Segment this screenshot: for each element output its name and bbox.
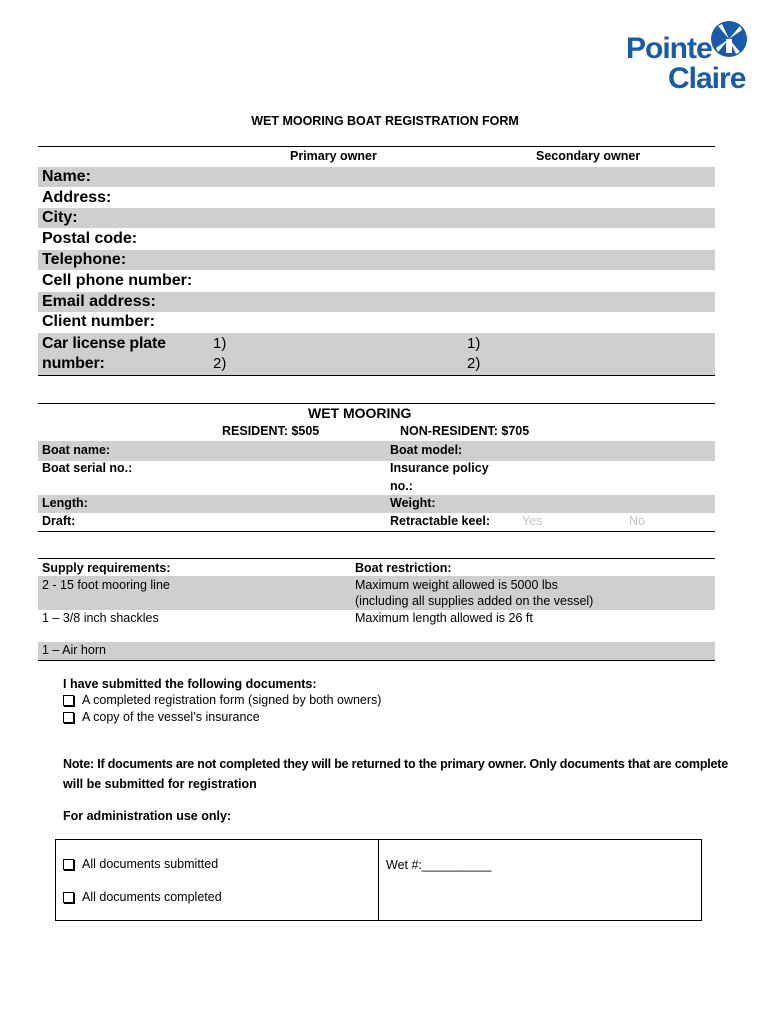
- mooring-row-1: [38, 441, 715, 461]
- owner-row-email: [38, 292, 715, 312]
- mooring-row-3: [38, 495, 715, 513]
- supply-bottom-rule: [38, 660, 715, 661]
- boat-model-label: Boat model:: [390, 443, 463, 457]
- email-label: Email address:: [42, 293, 156, 310]
- document-item-1-label: A completed registration form (signed by both owners): [82, 693, 382, 707]
- non-resident-price: NON-RESIDENT: $705: [400, 424, 530, 438]
- supply-item-3: 1 – Air horn: [42, 643, 106, 657]
- license-label-2: number:: [42, 355, 105, 372]
- logo-line-2: Claire: [668, 62, 746, 95]
- document-item-1[interactable]: [63, 693, 381, 707]
- name-label: Name:: [42, 168, 91, 185]
- secondary-owner-header: Secondary owner: [536, 149, 641, 163]
- name-primary-input[interactable]: [208, 167, 458, 187]
- address-label: Address:: [42, 189, 112, 206]
- document-item-2-label: A copy of the vessel’s insurance: [82, 710, 260, 724]
- secondary-plate-2[interactable]: 2): [467, 355, 481, 372]
- insurance-label-2: no.:: [390, 479, 413, 493]
- primary-plate-1[interactable]: 1): [213, 335, 227, 352]
- documents-header: I have submitted the following documents:: [63, 677, 317, 691]
- insurance-label-1: Insurance policy: [390, 461, 489, 475]
- keel-no-option[interactable]: No: [629, 514, 645, 528]
- admin-header: For administration use only:: [63, 809, 232, 823]
- owner-row-telephone: [38, 250, 715, 270]
- windmill-icon: [710, 18, 748, 60]
- city-label: City:: [42, 209, 78, 226]
- primary-owner-header: Primary owner: [290, 149, 377, 163]
- supply-item-2: 1 – 3/8 inch shackles: [42, 611, 159, 625]
- restriction-header: Boat restriction:: [355, 561, 452, 575]
- supply-item-1: 2 - 15 foot mooring line: [42, 578, 170, 592]
- mooring-top-rule: [38, 403, 715, 404]
- form-title: WET MOORING BOAT REGISTRATION FORM: [251, 114, 519, 128]
- admin-box-divider: [378, 839, 379, 921]
- owner-row-client: [38, 312, 715, 332]
- logo-line-1: Pointe: [626, 32, 712, 65]
- note-line-2: will be submitted for registration: [63, 777, 257, 791]
- keel-label: Retractable keel:: [390, 514, 491, 528]
- pointe-claire-logo: [624, 18, 750, 98]
- owner-row-cell: [38, 271, 715, 291]
- mooring-bottom-rule: [38, 531, 715, 532]
- client-number-label: Client number:: [42, 313, 155, 330]
- supply-top-rule: [38, 558, 715, 559]
- boat-name-label: Boat name:: [42, 443, 111, 457]
- checkbox-icon[interactable]: [63, 712, 74, 723]
- name-secondary-input[interactable]: [462, 167, 715, 187]
- admin-check-completed[interactable]: [63, 890, 222, 904]
- telephone-label: Telephone:: [42, 251, 127, 268]
- owners-bottom-rule: [38, 375, 715, 376]
- owner-row-address: [38, 188, 715, 208]
- checkbox-icon[interactable]: [63, 892, 74, 903]
- restriction-item-1: Maximum weight allowed is 5000 lbs: [355, 578, 558, 592]
- mooring-title: WET MOORING: [308, 405, 412, 421]
- resident-price: RESIDENT: $505: [222, 424, 320, 438]
- supply-row-3: [38, 642, 715, 660]
- checkbox-icon[interactable]: [63, 859, 74, 870]
- admin-check-submitted-label: All documents submitted: [82, 857, 219, 871]
- admin-check-submitted[interactable]: [63, 857, 218, 871]
- weight-label: Weight:: [390, 496, 436, 510]
- note-line-1: Note: If documents are not completed they will be returned to the primary owner. Only documents that are complete: [63, 757, 729, 771]
- draft-label: Draft:: [42, 514, 76, 528]
- license-label-1: Car license plate: [42, 335, 166, 352]
- restriction-item-3: Maximum length allowed is 26 ft: [355, 611, 533, 625]
- owner-row-city: [38, 208, 715, 228]
- length-label: Length:: [42, 496, 88, 510]
- owner-row-postal: [38, 229, 715, 249]
- boat-serial-label: Boat serial no.:: [42, 461, 133, 475]
- checkbox-icon[interactable]: [63, 695, 74, 706]
- secondary-plate-1[interactable]: 1): [467, 335, 481, 352]
- document-item-2[interactable]: [63, 710, 260, 724]
- owners-top-rule: [38, 146, 715, 147]
- cell-phone-label: Cell phone number:: [42, 272, 193, 289]
- admin-check-completed-label: All documents completed: [82, 890, 222, 904]
- supply-header: Supply requirements:: [42, 561, 171, 575]
- keel-yes-option[interactable]: Yes: [522, 514, 543, 528]
- wet-number-field[interactable]: Wet #:__________: [386, 858, 492, 872]
- restriction-item-2: (including all supplies added on the vessel): [355, 594, 594, 608]
- primary-plate-2[interactable]: 2): [213, 355, 227, 372]
- postal-code-label: Postal code:: [42, 230, 138, 247]
